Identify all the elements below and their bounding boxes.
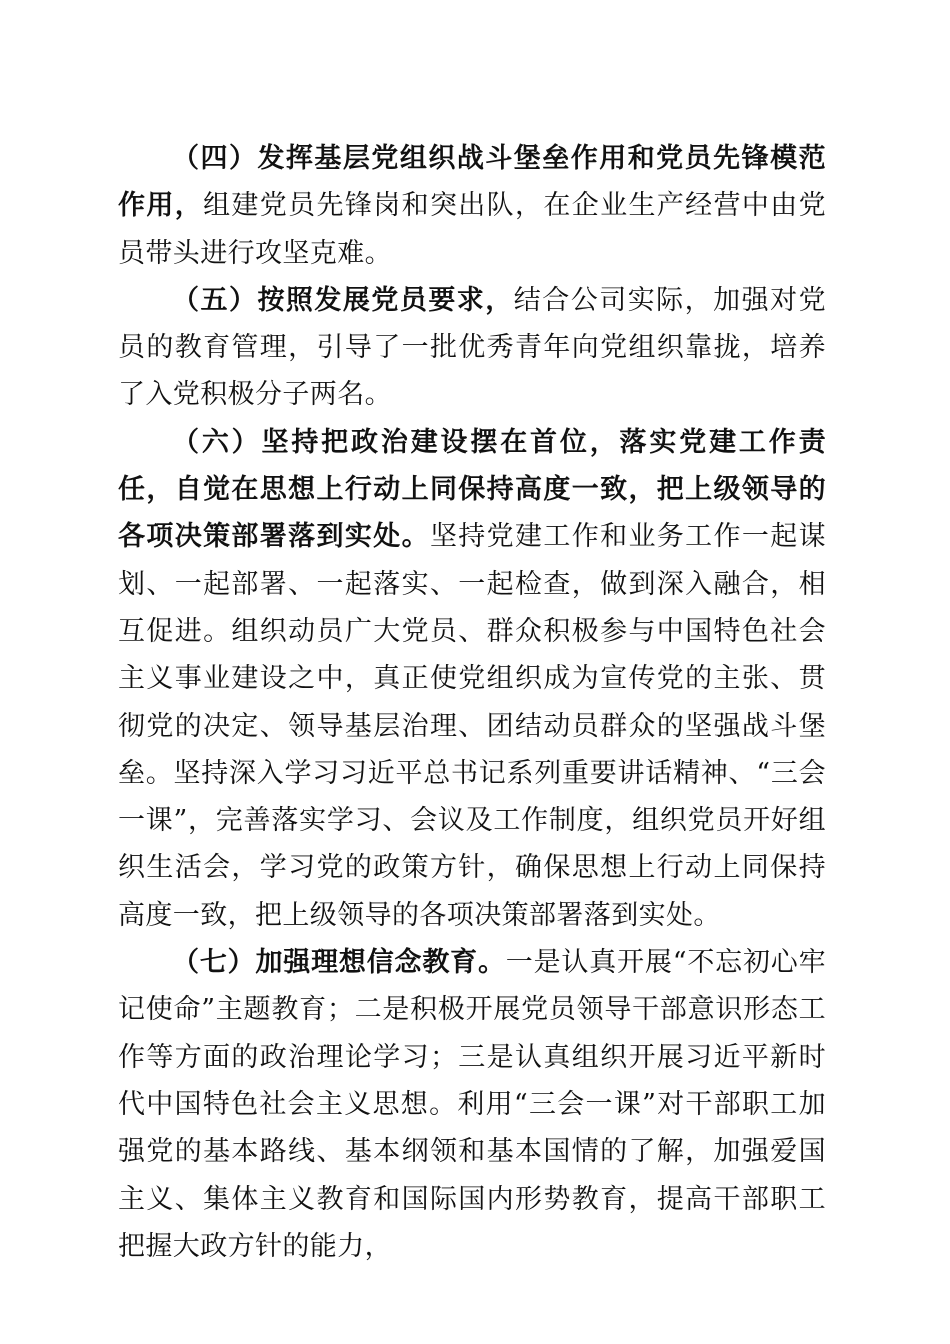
paragraph-six-body: 坚持党建工作和业务工作一起谋划、一起部署、一起落实、一起检查，做到深入融合，相互促进。组织动员广大党员、群众积极参与中国特色社会主义事业建设之中，真正使党组织成为宣传党的主张、贯彻党的决定、领导基层治理、团结动员群众的坚强战斗堡垒。坚持深入学习习近平总书记系列重要讲话精神、“三会一课”，完善落实学习、会议及工作制度，组织党员开好组织生活会，学习党的政策方针，确保思想上行动上同保持高度一致，把上级领导的各项决策部署落到实处。 [118,521,826,931]
paragraph-five-lead: （五）按照发展党员要求， [172,284,514,316]
paragraph-four-lead: （四）发挥基层党组织战斗堡垒作用和党员先锋模范作用， [118,143,826,222]
paragraph-five-body: 结合公司实际，加强对党员的教育管理，引导了一批优秀青年向党组织靠拢，培养了入党积极分子两名。 [118,284,826,411]
paragraph-seven [118,939,826,1270]
paragraph-six [118,419,826,939]
document-body [118,135,826,1270]
paragraph-four-body: 组建党员先锋岗和突出队，在企业生产经营中由党员带头进行攻坚克难。 [118,190,826,269]
paragraph-seven-lead: （七）加强理想信念教育。 [172,947,506,979]
paragraph-seven-body: 一是认真开展“不忘初心牢记使命”主题教育；二是积极开展党员领导干部意识形态工作等方面的政治理论学习；三是认真组织开展习近平新时代中国特色社会主义思想。利用“三会一课”对干部职工加强党的基本路线、基本纲领和基本国情的了解，加强爱国主义、集体主义教育和国际国内形势教育，提高干部职工把握大政方针的能力， [118,947,826,1262]
paragraph-four [118,135,826,277]
paragraph-five [118,277,826,419]
paragraph-six-lead: （六）坚持把政治建设摆在首位，落实党建工作责任，自觉在思想上行动上同保持高度一致，把上级领导的各项决策部署落到实处。 [118,426,826,553]
